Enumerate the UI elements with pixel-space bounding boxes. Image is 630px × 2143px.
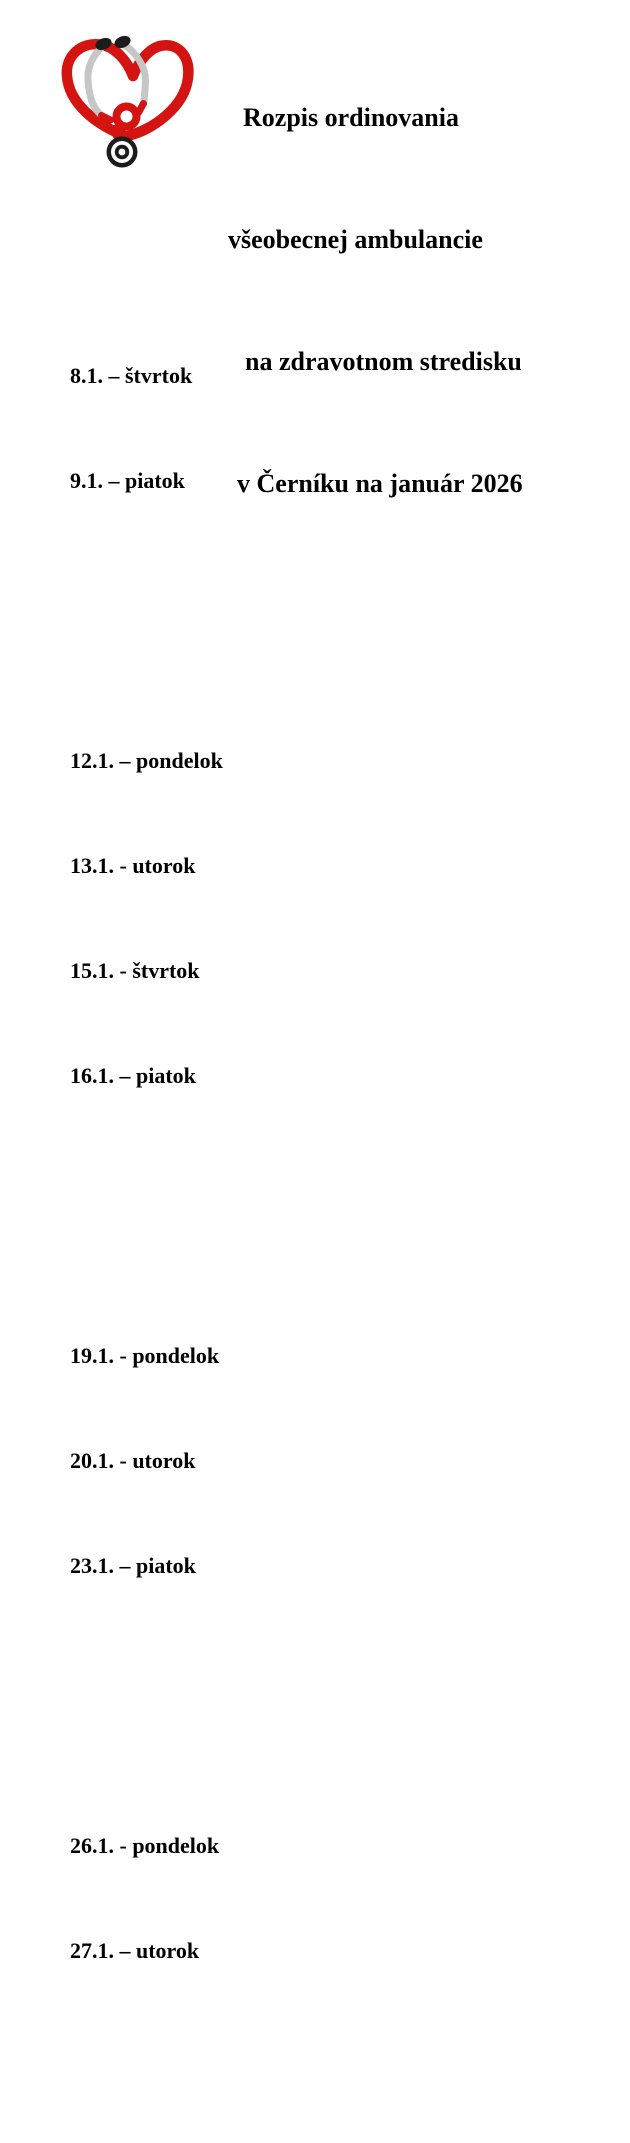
schedule-entry: 27.1. – utorok [70,1938,200,1963]
title-line: Rozpis ordinovania [243,103,459,133]
schedule-entry: 12.1. – pondelok [70,748,223,773]
schedule-list [70,218,223,2143]
schedule-week-group [70,288,223,568]
schedule-entry: 15.1. - štvrtok [70,958,200,983]
title-line: všeobecnej ambulancie [228,224,483,254]
title-line: v Černíku na január 2026 [237,468,523,498]
schedule-entry: 16.1. – piatok [70,1063,196,1088]
schedule-entry: 9.1. – piatok [70,468,185,493]
document-title [228,17,523,585]
schedule-entry: 13.1. - utorok [70,853,196,878]
schedule-week-group [70,673,223,1163]
schedule-entry: 20.1. - utorok [70,1448,196,1473]
schedule-week-group [70,1758,223,2038]
schedule-entry: 23.1. – piatok [70,1553,196,1578]
title-line: na zdravotnom stredisku [245,346,522,376]
schedule-entry: 19.1. - pondelok [70,1343,220,1368]
heart-stethoscope-icon [50,15,200,175]
schedule-week-group [70,1268,223,1653]
schedule-entry: 26.1. - pondelok [70,1833,220,1858]
schedule-entry: 8.1. – štvrtok [70,363,193,388]
